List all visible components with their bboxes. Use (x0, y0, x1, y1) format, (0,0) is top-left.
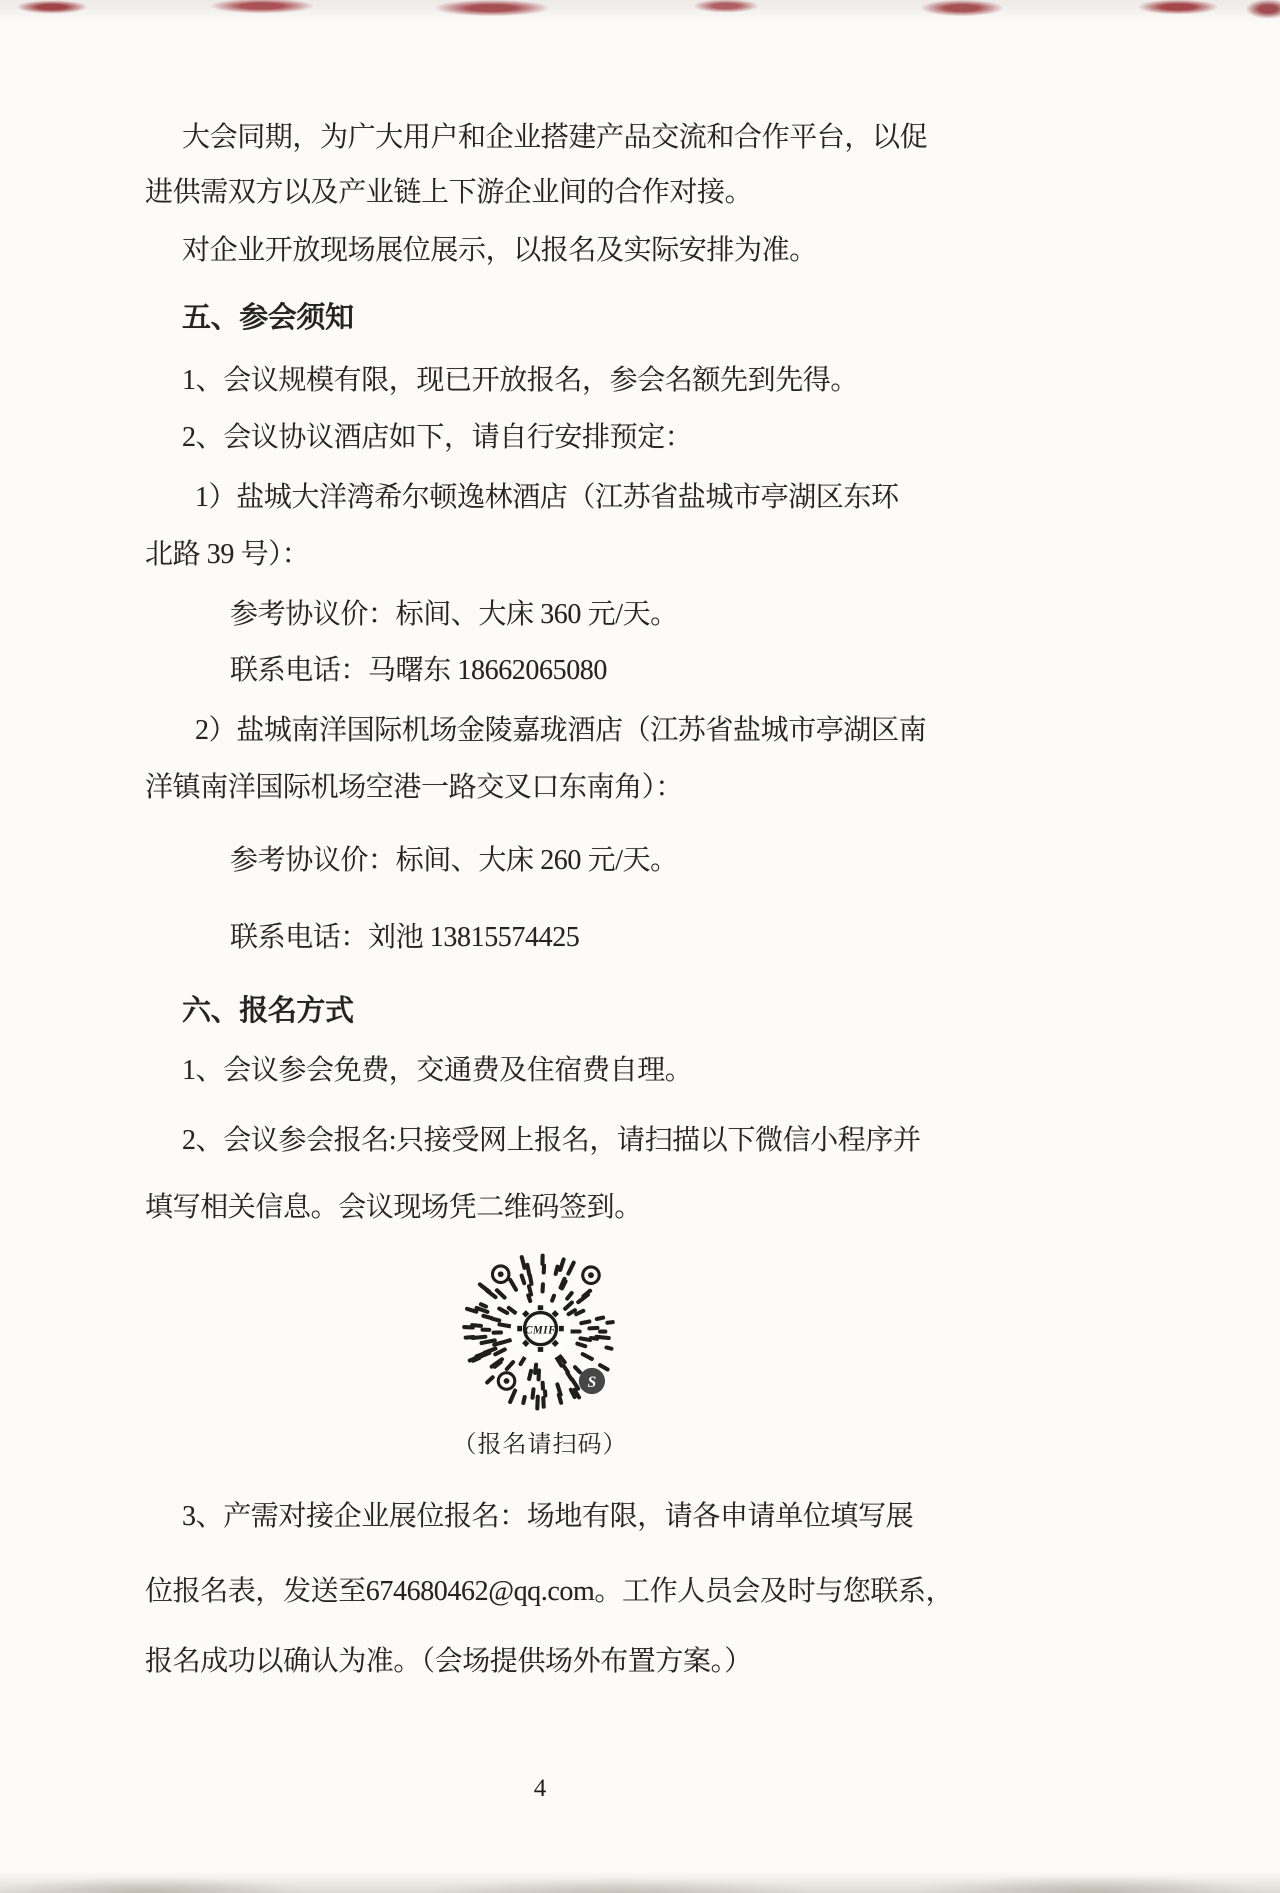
list-item: 2、会议协议酒店如下，请自行安排预定： (182, 422, 693, 453)
qr-logo-text: CMIF (524, 1324, 556, 1337)
qr-position-marker (582, 1267, 599, 1284)
section-heading-6: 六、报名方式 (182, 995, 354, 1027)
svg-text:S: S (587, 1373, 596, 1391)
hotel-1-contact: 联系电话：马曙东 18662065080 (230, 655, 608, 686)
list-item: 3、产需对接企业展位报名：场地有限，请各申请单位填写展 (182, 1501, 914, 1532)
paragraph-line: 对企业开放现场展位展示，以报名及实际安排为准。 (182, 235, 817, 266)
hotel-2-price: 参考协议价：标间、大床 260 元/天。 (230, 845, 678, 876)
page-number: 4 (533, 1775, 547, 1802)
hotel-1-address-line: 北路 39 号）： (145, 539, 310, 570)
paragraph-line: 进供需双方以及产业链上下游企业间的合作对接。 (145, 177, 753, 208)
list-item: 1、会议参会免费，交通费及住宿费自理。 (182, 1055, 693, 1086)
paragraph-line: 大会同期，为广大用户和企业搭建产品交流和合作平台，以促 (182, 122, 928, 153)
wechat-miniprogram-qr-code (458, 1249, 623, 1414)
qr-caption: （报名请扫码） (452, 1432, 628, 1458)
list-item: 1、会议规模有限，现已开放报名，参会名额先到先得。 (182, 365, 859, 396)
qr-position-marker (492, 1266, 509, 1283)
hotel-1-price: 参考协议价：标间、大床 360 元/天。 (230, 599, 678, 630)
hotel-2-name-line: 2）盐城南洋国际机场金陵嘉珑酒店（江苏省盐城市亭湖区南 (195, 715, 927, 746)
hotel-2-address-line: 洋镇南洋国际机场空港一路交叉口东南角）： (145, 772, 684, 803)
scan-artifact-bottom-edge (0, 1857, 1280, 1893)
wechat-logo-icon (578, 1368, 604, 1394)
paragraph-line: 报名成功以确认为准。（会场提供场外布置方案。） (145, 1646, 752, 1677)
hotel-2-contact: 联系电话：刘池 13815574425 (230, 922, 580, 953)
list-item: 2、会议参会报名:只接受网上报名，请扫描以下微信小程序并 (182, 1125, 921, 1156)
paragraph-line: 填写相关信息。会议现场凭二维码签到。 (145, 1192, 642, 1223)
qr-code-block (145, 1249, 935, 1414)
paragraph-line: 位报名表，发送至674680462@qq.com。工作人员会及时与您联系， (145, 1576, 954, 1607)
section-heading-5: 五、参会须知 (182, 302, 354, 334)
hotel-1-name-line: 1）盐城大洋湾希尔顿逸林酒店（江苏省盐城市亭湖区东环 (195, 482, 899, 513)
qr-position-marker (498, 1373, 515, 1390)
